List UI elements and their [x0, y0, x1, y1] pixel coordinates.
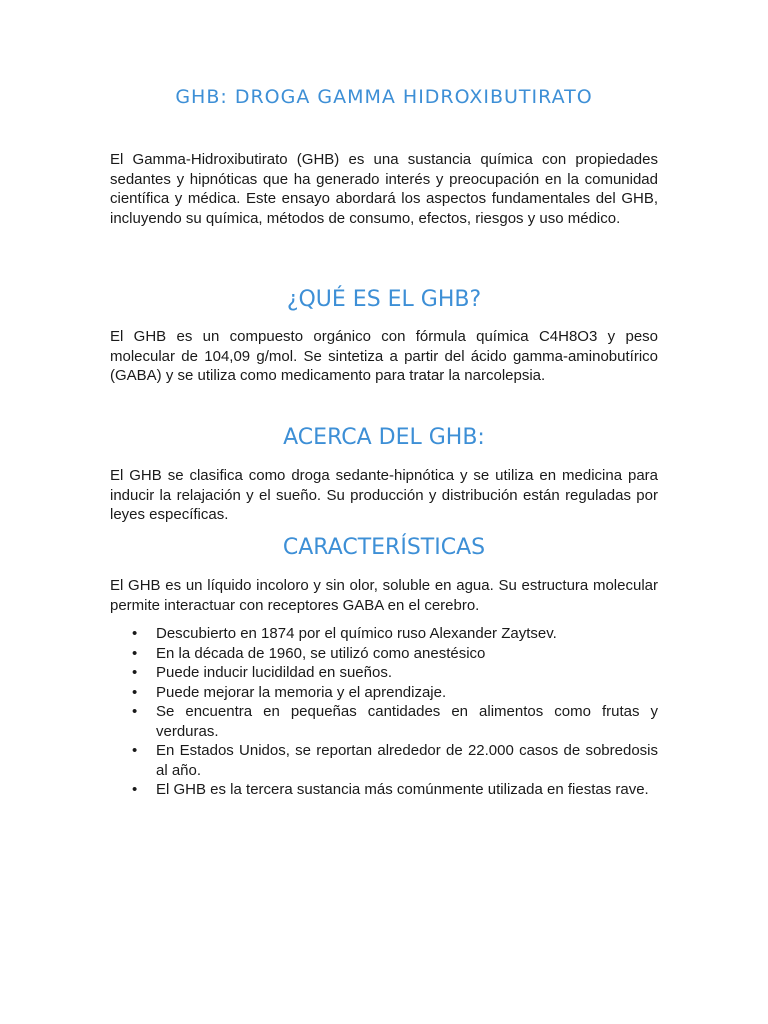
bullet-icon: •	[132, 644, 138, 662]
characteristics-list	[110, 624, 658, 800]
list-item	[110, 683, 658, 703]
list-item	[110, 741, 658, 780]
bullet-icon: •	[132, 781, 138, 798]
list-item-text: Descubierto en 1874 por el químico ruso Alexander Zaytsev.	[156, 625, 557, 642]
list-item	[110, 663, 658, 683]
list-item	[110, 780, 658, 800]
section-heading-caracteristicas: CARACTERÍSTICAS	[282, 535, 486, 560]
section-body-que-es: El GHB es un compuesto orgánico con fórmula química C4H8O3 y peso molecular de 104,09 g/mol. Se sintetiza a partir del ácido gamma-aminobutírico (GABA) y se utiliza como medicamento para tratar la narcolepsia.	[110, 328, 658, 384]
section-body-acerca: El GHB se clasifica como droga sedante-hipnótica y se utiliza en medicina para inducir la relajación y el sueño. Su producción y distribución están reguladas por leyes específicas.	[110, 467, 658, 523]
section-heading-que-es: ¿QUÉ ES EL GHB?	[286, 287, 482, 312]
list-item	[110, 702, 658, 741]
list-item-text: Puede mejorar la memoria y el aprendizaje.	[156, 683, 447, 701]
list-item-text: En Estados Unidos, se reportan alrededor de 22.000 casos de sobredosis al año.	[156, 742, 658, 779]
bullet-icon: •	[132, 625, 138, 642]
intro-paragraph: El Gamma-Hidroxibutirato (GHB) es una sustancia química con propiedades sedantes y hipnóticas que ha generado interés y preocupación en la comunidad científica y médica. Este ensayo abordará los aspectos fundamentales del GHB, incluyendo su química, métodos de consumo, efectos, riesgos y uso médico.	[110, 151, 658, 227]
list-item	[110, 644, 658, 664]
bullet-icon: •	[132, 742, 138, 759]
section-body-caracteristicas: El GHB es un líquido incoloro y sin olor, soluble en agua. Su estructura molecular permite interactuar con receptores GABA en el cerebro.	[110, 577, 658, 614]
list-item-text: El GHB es la tercera sustancia más comúnmente utilizada en fiestas rave.	[156, 781, 649, 798]
document-title: GHB: DROGA GAMMA HIDROXIBUTIRATO	[175, 86, 593, 108]
bullet-icon: •	[132, 664, 138, 681]
list-item	[110, 624, 658, 644]
list-item-text: Se encuentra en pequeñas cantidades en alimentos como frutas y verduras.	[156, 703, 658, 740]
section-heading-acerca: ACERCA DEL GHB:	[283, 425, 485, 450]
bullet-icon: •	[132, 703, 138, 720]
list-item-text: En la década de 1960, se utilizó como anestésico	[156, 644, 486, 662]
bullet-icon: •	[132, 683, 138, 701]
list-item-text: Puede inducir lucidildad en sueños.	[156, 664, 392, 681]
